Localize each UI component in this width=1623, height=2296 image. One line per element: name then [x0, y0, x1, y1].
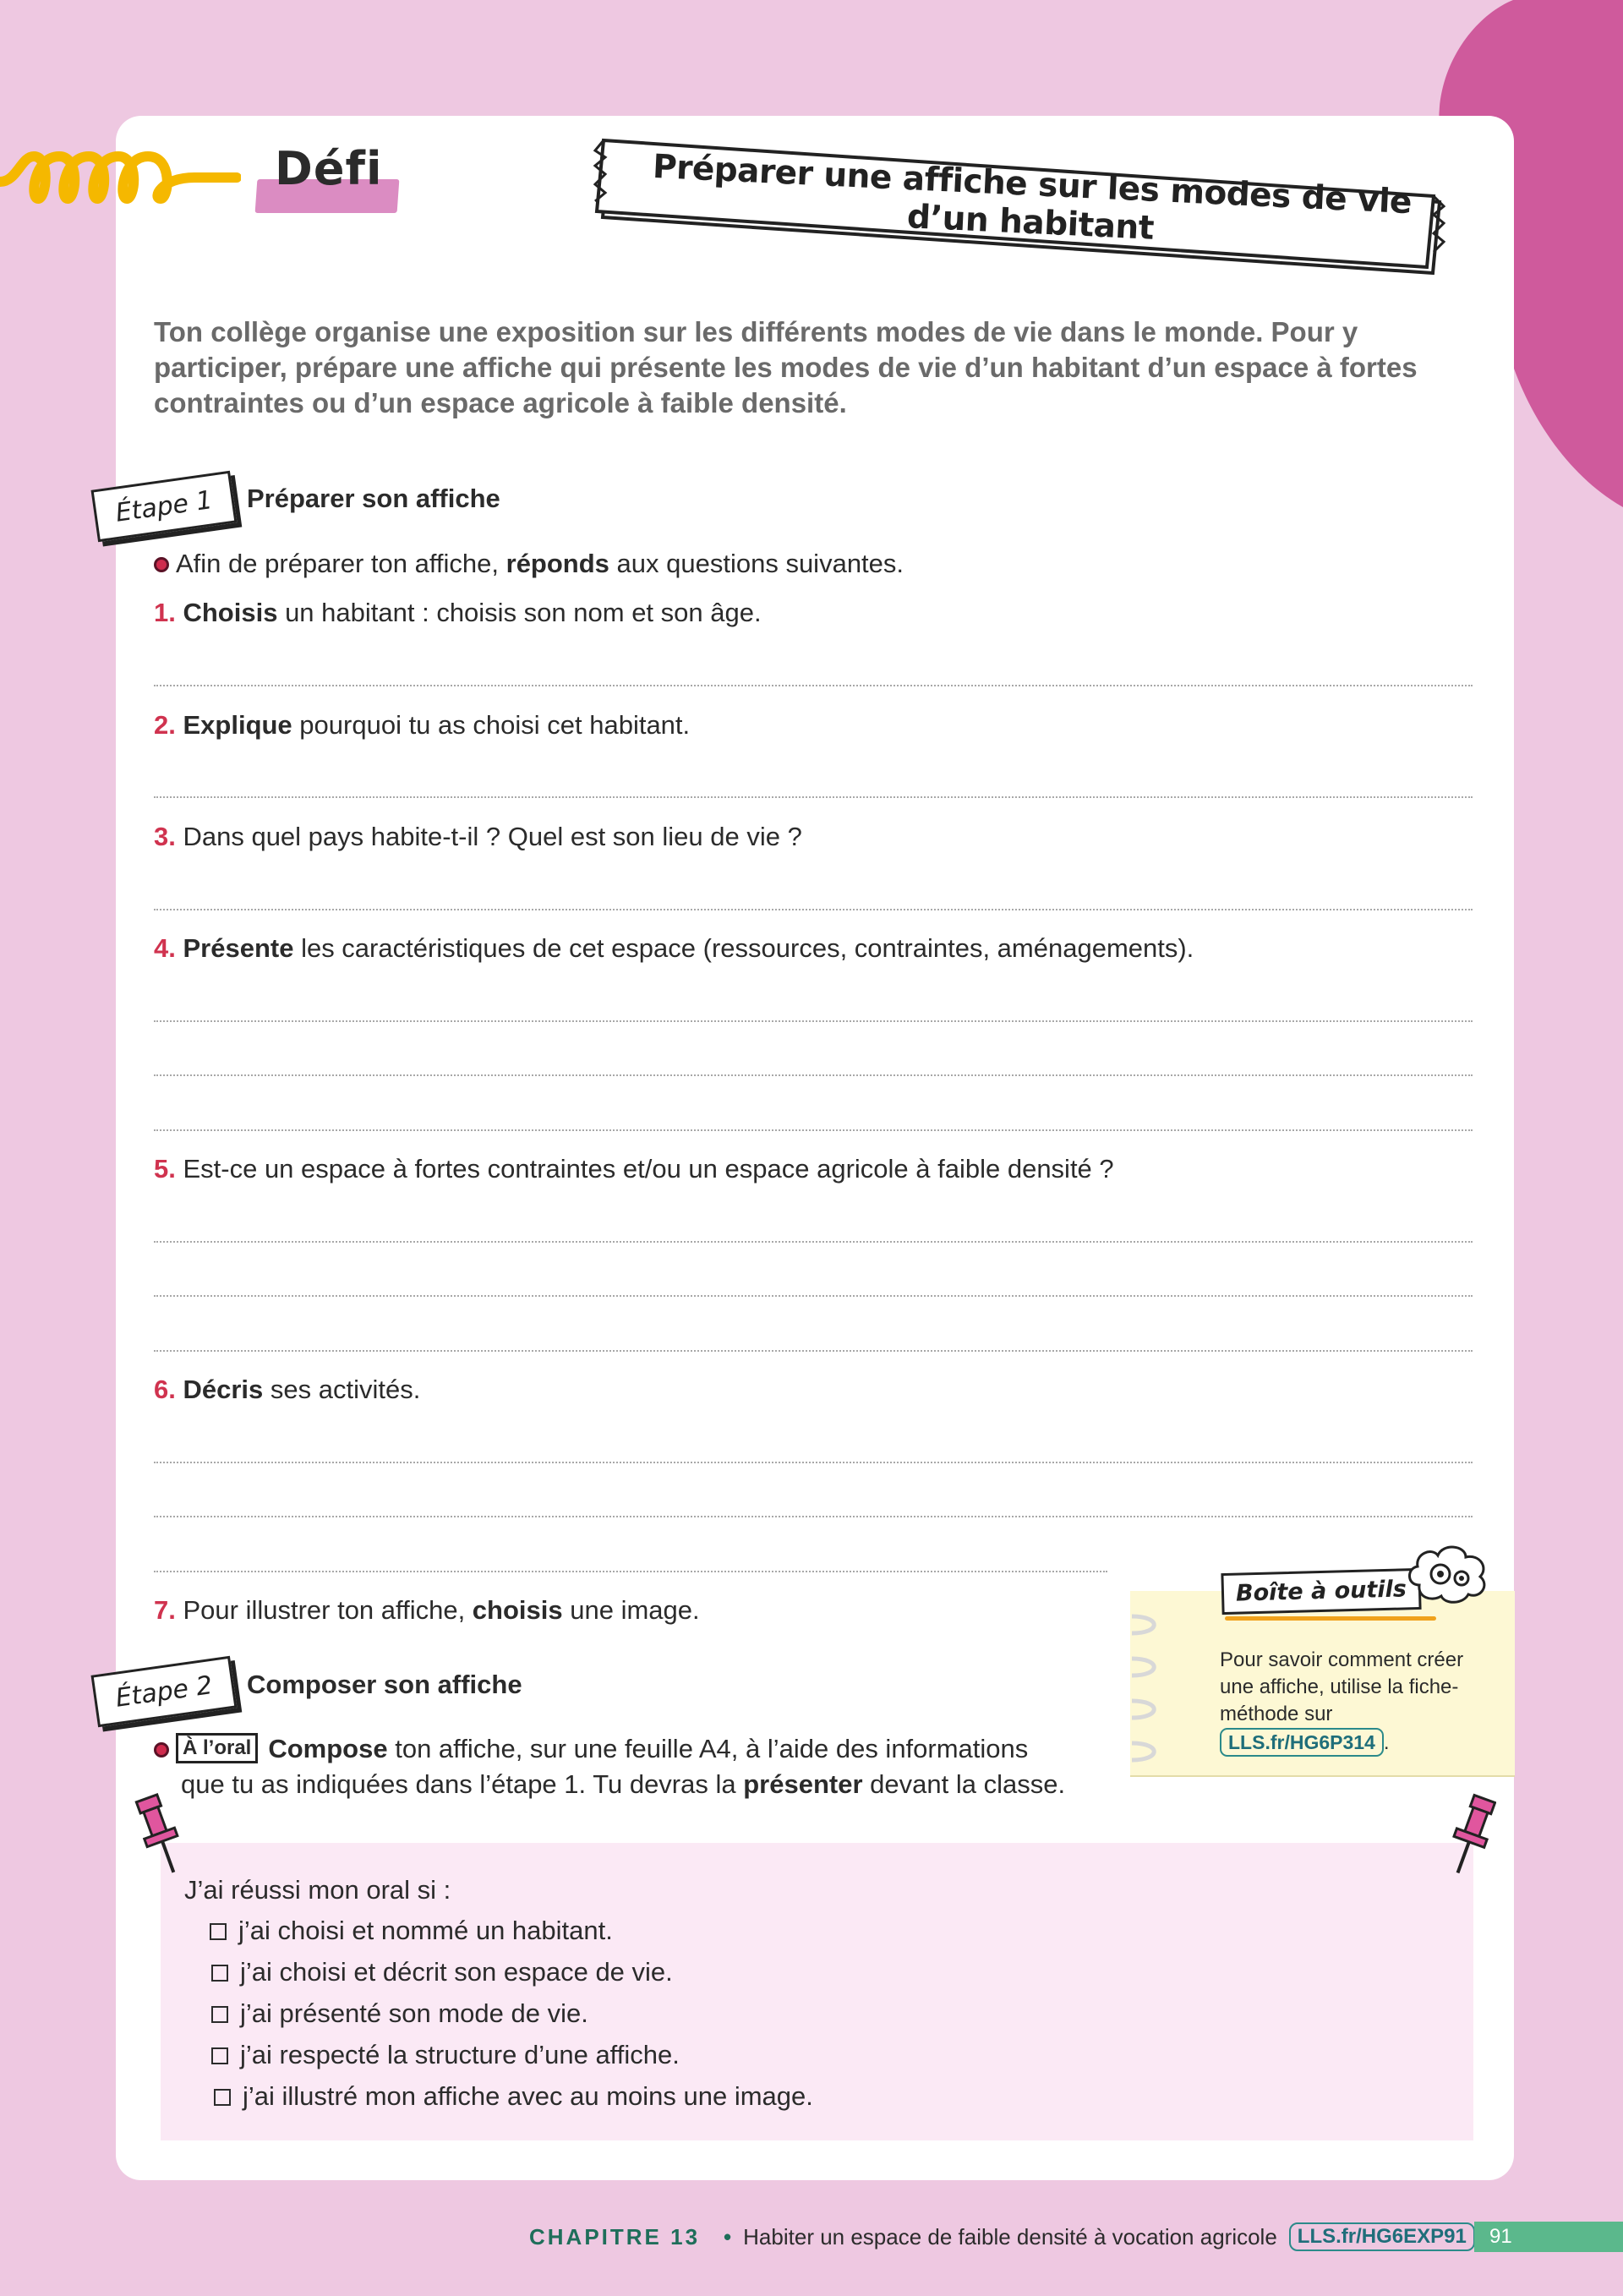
checklist-item[interactable]: j’ai illustré mon affiche avec au moins une image.	[214, 2081, 813, 2112]
footer-link[interactable]: LLS.fr/HG6EXP91	[1289, 2222, 1475, 2251]
checklist-item[interactable]: j’ai choisi et décrit son espace de vie.	[211, 1957, 673, 1987]
step1-instruction: Afin de préparer ton affiche, réponds aux questions suivantes.	[154, 546, 904, 582]
checkbox[interactable]	[214, 2089, 231, 2106]
answer-line[interactable]	[154, 1571, 1107, 1572]
question-3: 3. Dans quel pays habite-t-il ? Quel est son lieu de vie ?	[154, 822, 802, 851]
checkbox[interactable]	[211, 2047, 228, 2064]
checklist-item[interactable]: j’ai respecté la structure d’une affiche.	[211, 2040, 680, 2070]
answer-line[interactable]	[154, 1462, 1473, 1463]
step2-instruction-cont: que tu as indiquées dans l’étape 1. Tu devras la présenter devant la classe.	[181, 1769, 1066, 1799]
answer-line[interactable]	[154, 796, 1473, 798]
toolbox-label-underline	[1225, 1616, 1436, 1621]
step2-tag: Étape 2	[89, 1659, 237, 1725]
footer-chapter: CHAPITRE 13	[529, 2223, 701, 2250]
answer-line[interactable]	[154, 685, 1473, 686]
answer-line[interactable]	[154, 1020, 1473, 1022]
footer-separator: •	[724, 2223, 732, 2250]
banner-title: Préparer une affiche sur les modes de vie d’un habitant	[652, 147, 1413, 248]
checkbox[interactable]	[211, 2006, 228, 2023]
pushpin-icon	[1445, 1792, 1496, 1885]
answer-line[interactable]	[154, 1350, 1473, 1352]
question-2: 2. Explique pourquoi tu as choisi cet habitant.	[154, 710, 691, 740]
step2-title: Composer son affiche	[247, 1670, 522, 1699]
checklist-item[interactable]: j’ai choisi et nommé un habitant.	[210, 1916, 613, 1946]
page-number: 91	[1474, 2222, 1623, 2252]
toolbox-text: Pour savoir comment créer une affiche, utilise la fiche-méthode sur LLS.fr/HG6P314 .	[1220, 1647, 1499, 1757]
step1-title: Préparer son affiche	[247, 484, 500, 513]
method-sheet-link[interactable]: LLS.fr/HG6P314	[1220, 1728, 1384, 1757]
step1-tag: Étape 1	[89, 473, 237, 539]
answer-line[interactable]	[154, 1129, 1473, 1131]
squiggle-decoration	[0, 139, 241, 216]
question-4: 4. Présente les caractéristiques de cet espace (ressources, contraintes, aménagements).	[154, 933, 1194, 963]
gears-icon	[1402, 1539, 1495, 1606]
question-1: 1. Choisis un habitant : choisis son nom et son âge.	[154, 598, 762, 627]
question-7: 7. Pour illustrer ton affiche, choisis une image.	[154, 1595, 700, 1625]
answer-line[interactable]	[154, 1241, 1473, 1243]
intro-paragraph: Ton collège organise une exposition sur les différents modes de vie dans le monde. Pour y participer, prépare une affiche qui présente les modes de vie d’un habitant d’un espace à fortes contraintes ou d’un espace agricole à faible densité.	[154, 316, 1418, 418]
question-5: 5. Est-ce un espace à fortes contraintes et/ou un espace agricole à faible densité ?	[154, 1154, 1114, 1184]
bullet-dot-icon	[154, 557, 169, 572]
bullet-dot-icon	[154, 1742, 169, 1758]
step2-instruction: À l’oral Compose ton affiche, sur une feuille A4, à l’aide des informations	[154, 1731, 1168, 1767]
answer-line[interactable]	[154, 1074, 1473, 1076]
checkbox[interactable]	[211, 1965, 228, 1982]
answer-line[interactable]	[154, 909, 1473, 910]
answer-line[interactable]	[154, 1516, 1473, 1517]
answer-line[interactable]	[154, 1295, 1473, 1297]
question-6: 6. Décris ses activités.	[154, 1375, 421, 1404]
checklist-title: J’ai réussi mon oral si :	[184, 1875, 451, 1905]
toolbox-panel	[1130, 1539, 1515, 1775]
toolbox-label: Boîte à outils	[1221, 1568, 1421, 1615]
section-label	[256, 142, 400, 220]
checkbox[interactable]	[210, 1923, 227, 1940]
oral-badge: À l’oral	[176, 1733, 258, 1763]
checklist-item[interactable]: j’ai présenté son mode de vie.	[211, 1998, 588, 2029]
page-footer	[529, 2220, 1475, 2254]
footer-title: Habiter un espace de faible densité à vocation agricole	[743, 2223, 1277, 2250]
pushpin-icon	[134, 1792, 184, 1885]
section-label-text: Défi	[275, 142, 383, 195]
